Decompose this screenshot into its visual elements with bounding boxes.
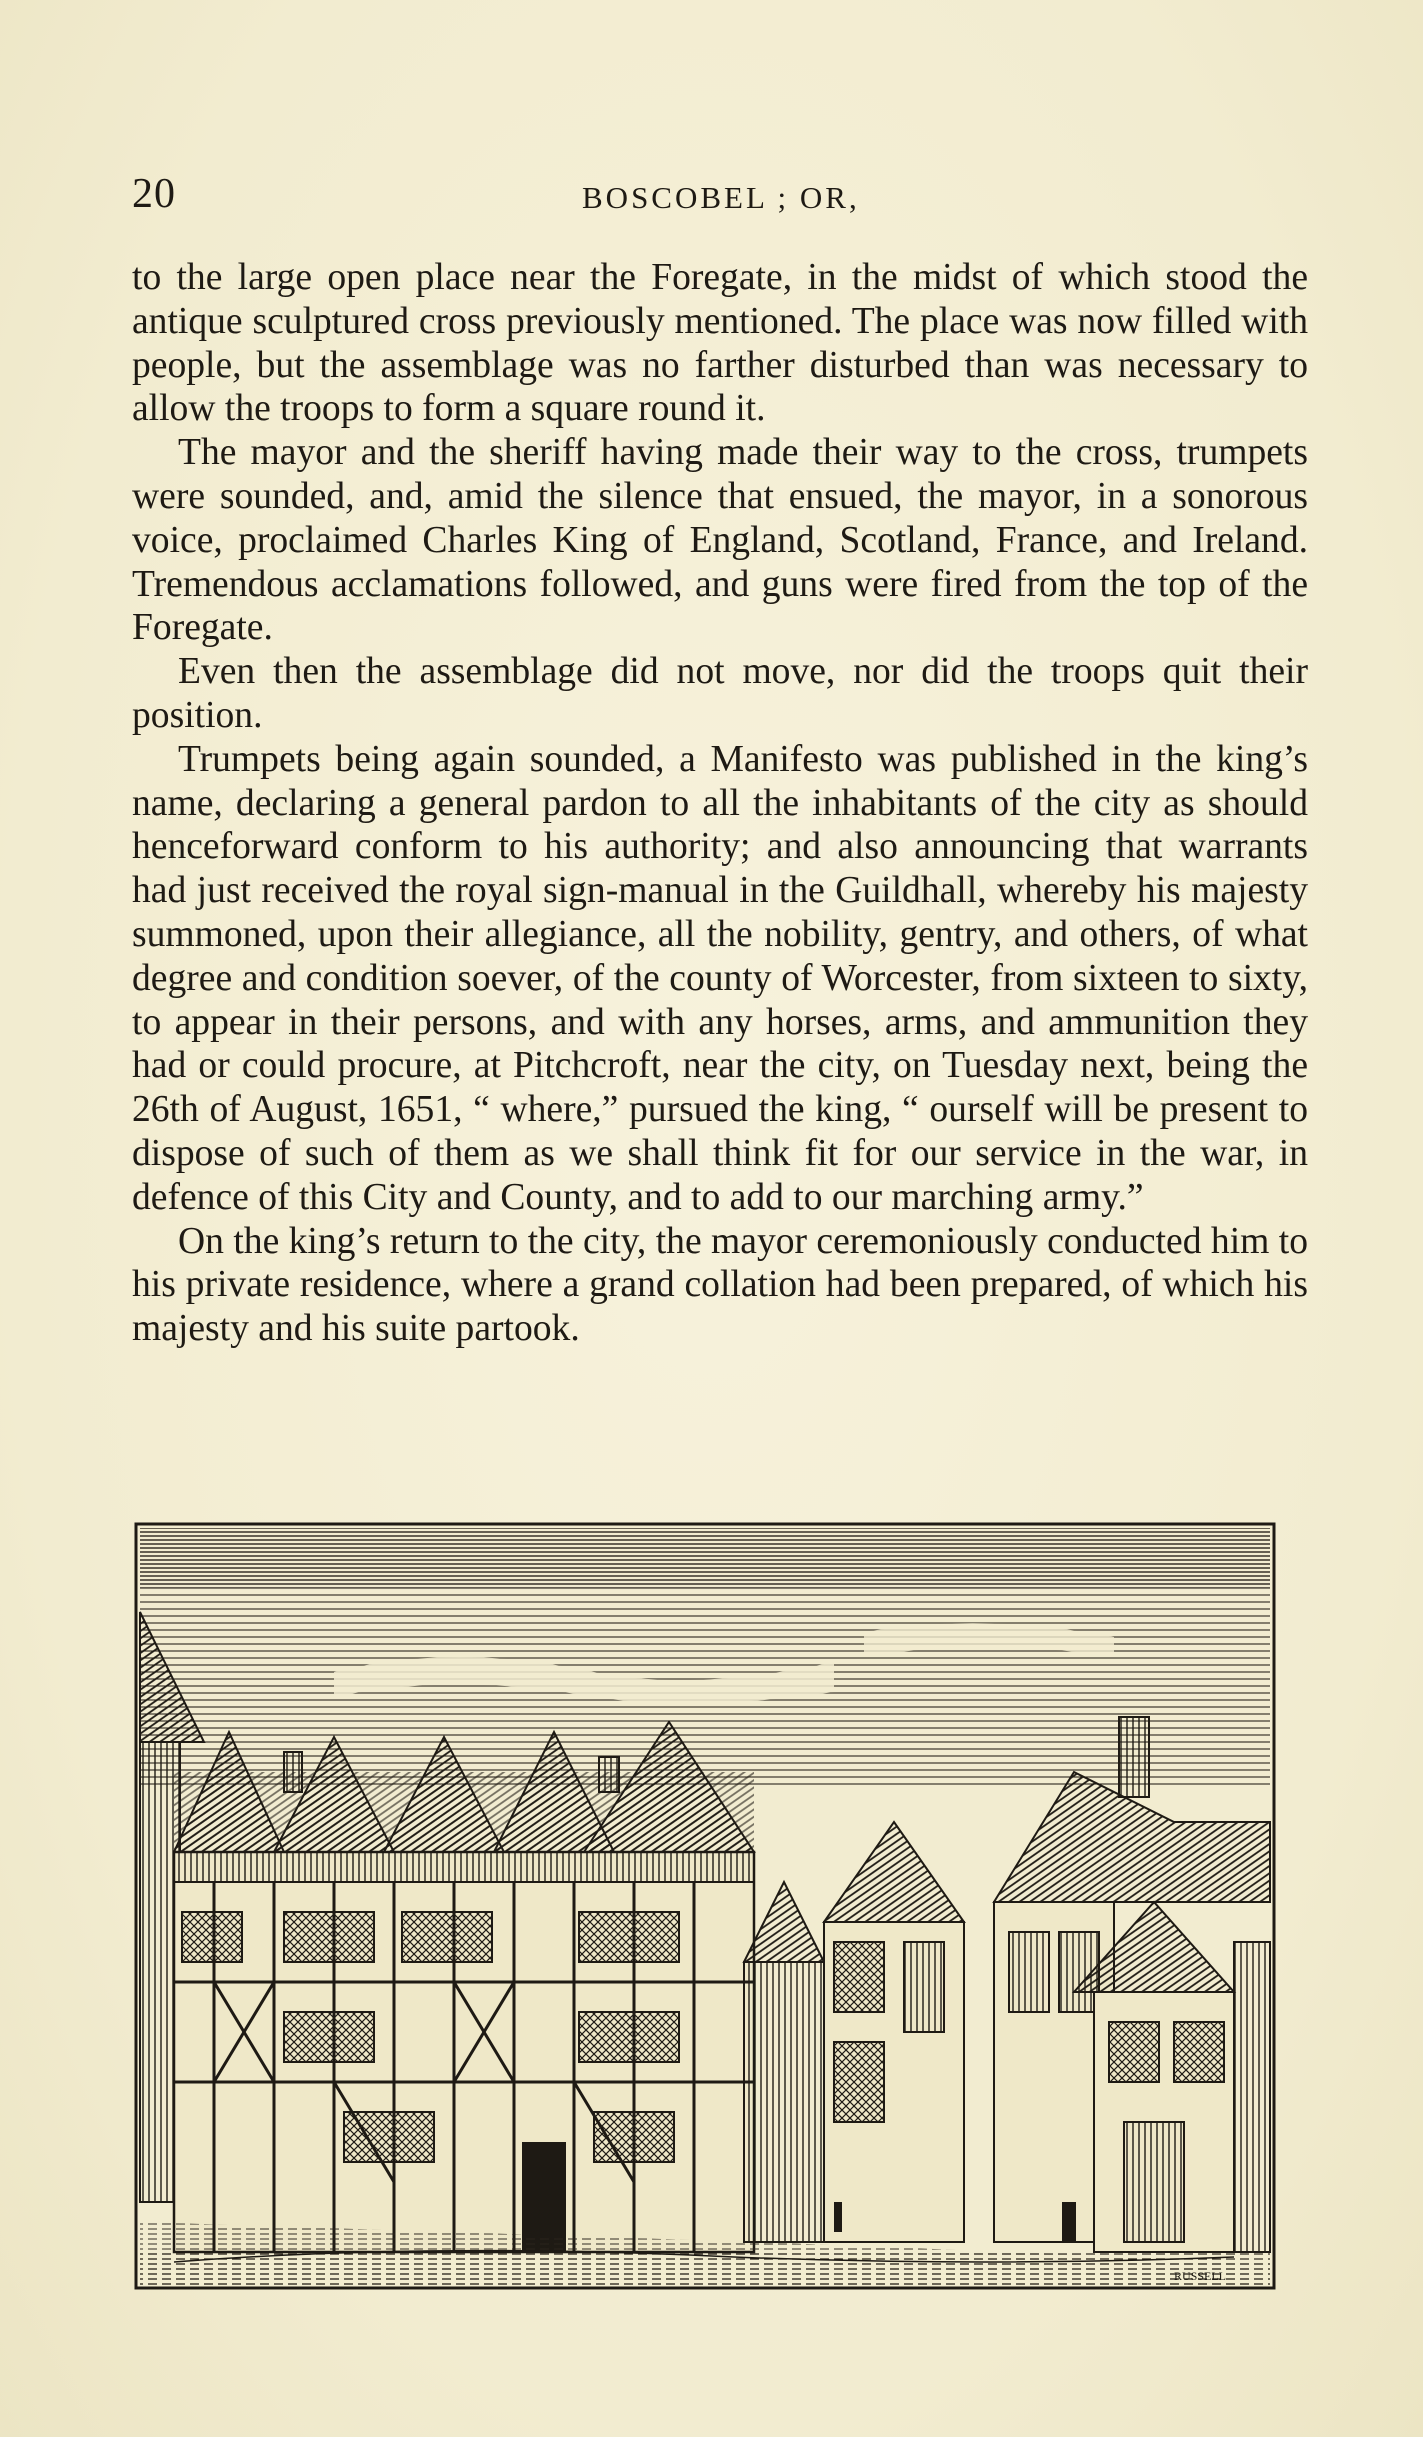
engraving-tudor-house-street	[134, 1522, 1276, 2290]
body-text	[132, 256, 1308, 1351]
page-number: 20	[132, 171, 176, 217]
paragraph-1: to the large open place near the Foregate, in the midst of which stood the antique sculptured cross previously mentioned. The place was now filled with people, but the assemblage was no farther disturbed than was necessary to allow the troops to form a square round it.	[132, 257, 1308, 430]
paragraph-3: Even then the assemblage did not move, nor did the troops quit their position.	[132, 651, 1308, 736]
running-title: BOSCOBEL ; OR,	[582, 180, 860, 215]
paragraph-4: Trumpets being again sounded, a Manifesto was published in the king’s name, declaring a general pardon to all the inhabitants of the city as should henceforward conform to his authority; and also announcing that warrants had just received the royal sign-manual in the Guildhall, whereby his majesty summoned, upon their allegiance, all the nobility, gentry, and others, of what degree and condition soever, of the county of Worcester, from sixteen to sixty, to appear in their persons, and with any horses, arms, and ammunition they had or could procure, at Pitchcroft, near the city, on Tuesday next, being the 26th of August, 1651, “ where,” pursued the king, “ ourself will be present to dispose of such of them as we shall think fit for our service in the war, in defence of this City and County, and to add to our marching army.”	[132, 738, 1308, 1218]
engraver-signature: RUSSELL	[1174, 2269, 1227, 2283]
paragraph-5: On the king’s return to the city, the mayor ceremoniously conducted him to his private residence, where a grand collation had been prepared, of which his majesty and his suite partook.	[132, 1220, 1308, 1350]
paragraph-2: The mayor and the sheriff having made their way to the cross, trumpets were sounded, and, amid the silence that ensued, the mayor, in a sonorous voice, proclaimed Charles King of England, Scotland, France, and Ireland. Tremendous acclamations followed, and guns were fired from the top of the Foregate.	[132, 432, 1308, 649]
sky-top	[140, 1528, 1270, 1588]
page-header	[132, 170, 1312, 230]
